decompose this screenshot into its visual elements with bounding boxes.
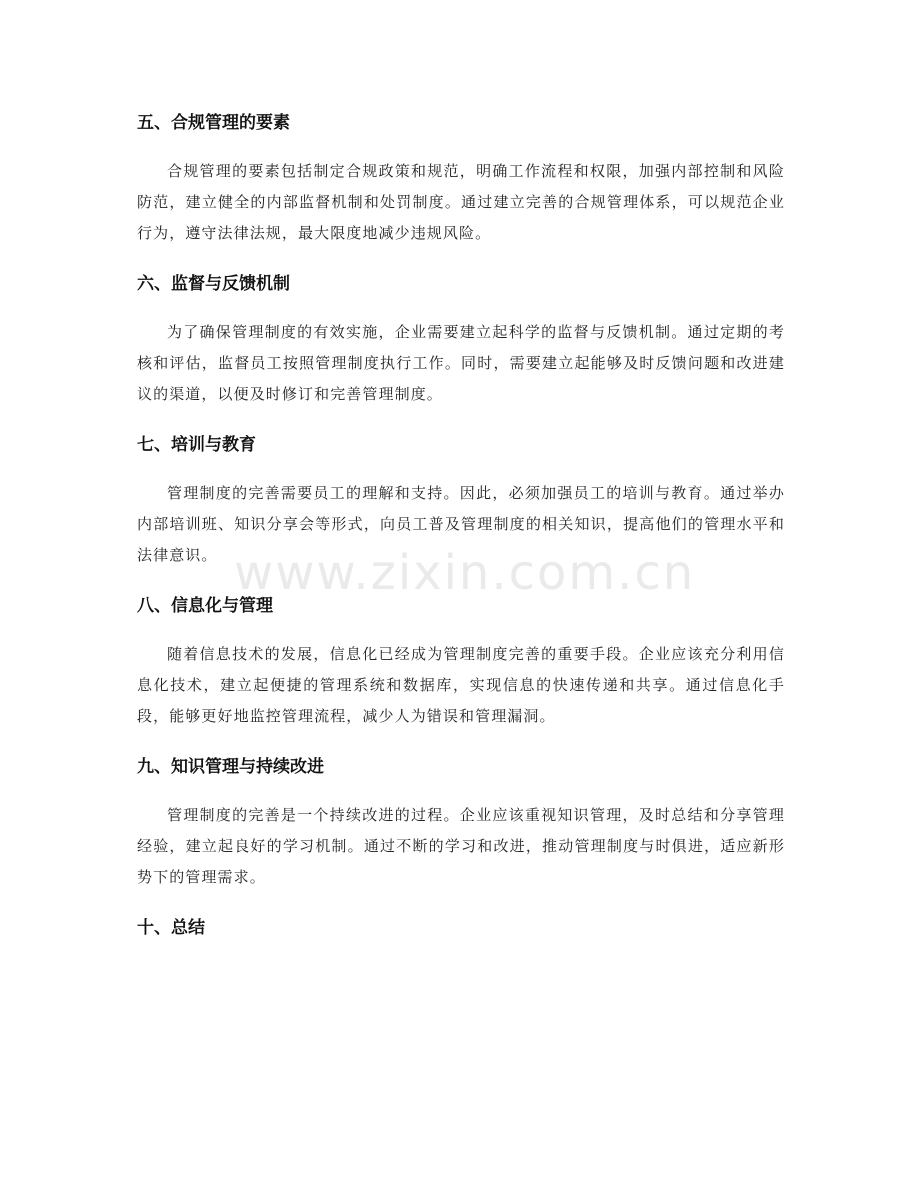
section-paragraph: 合规管理的要素包括制定合规政策和规范，明确工作流程和权限，加强内部控制和风险防范，建立健全的内部监督机制和处罚制度。通过建立完善的合规管理体系，可以规范企业行为，遵守法律法规，最大限度地减少违规风险。 <box>137 162 785 242</box>
section-5 <box>137 108 785 249</box>
section-9 <box>137 752 785 893</box>
section-7 <box>137 430 785 571</box>
section-paragraph: 管理制度的完善需要员工的理解和支持。因此，必须加强员工的培训与教育。通过举办内部培训班、知识分享会等形式，向员工普及管理制度的相关知识，提高他们的管理水平和法律意识。 <box>137 484 785 564</box>
watermark: www.zixin.com.cn <box>234 545 696 601</box>
section-heading: 九、知识管理与持续改进 <box>137 757 324 777</box>
section-heading: 七、培训与教育 <box>137 435 256 455</box>
section-heading: 六、监督与反馈机制 <box>137 274 290 294</box>
section-heading: 五、合规管理的要素 <box>137 113 290 133</box>
section-paragraph: 管理制度的完善是一个持续改进的过程。企业应该重视知识管理，及时总结和分享管理经验，建立起良好的学习机制。通过不断的学习和改进，推动管理制度与时俱进，适应新形势下的管理需求。 <box>137 806 785 886</box>
section-10 <box>137 913 785 943</box>
section-8 <box>137 591 785 732</box>
section-6 <box>137 269 785 410</box>
document-content <box>137 108 785 961</box>
section-heading: 八、信息化与管理 <box>137 596 273 616</box>
section-heading: 十、总结 <box>137 918 205 938</box>
section-paragraph: 为了确保管理制度的有效实施，企业需要建立起科学的监督与反馈机制。通过定期的考核和评估，监督员工按照管理制度执行工作。同时，需要建立起能够及时反馈问题和改进建议的渠道，以便及时修订和完善管理制度。 <box>137 323 785 403</box>
section-paragraph: 随着信息技术的发展，信息化已经成为管理制度完善的重要手段。企业应该充分利用信息化技术，建立起便捷的管理系统和数据库，实现信息的快速传递和共享。通过信息化手段，能够更好地监控管理流程，减少人为错误和管理漏洞。 <box>137 645 785 725</box>
